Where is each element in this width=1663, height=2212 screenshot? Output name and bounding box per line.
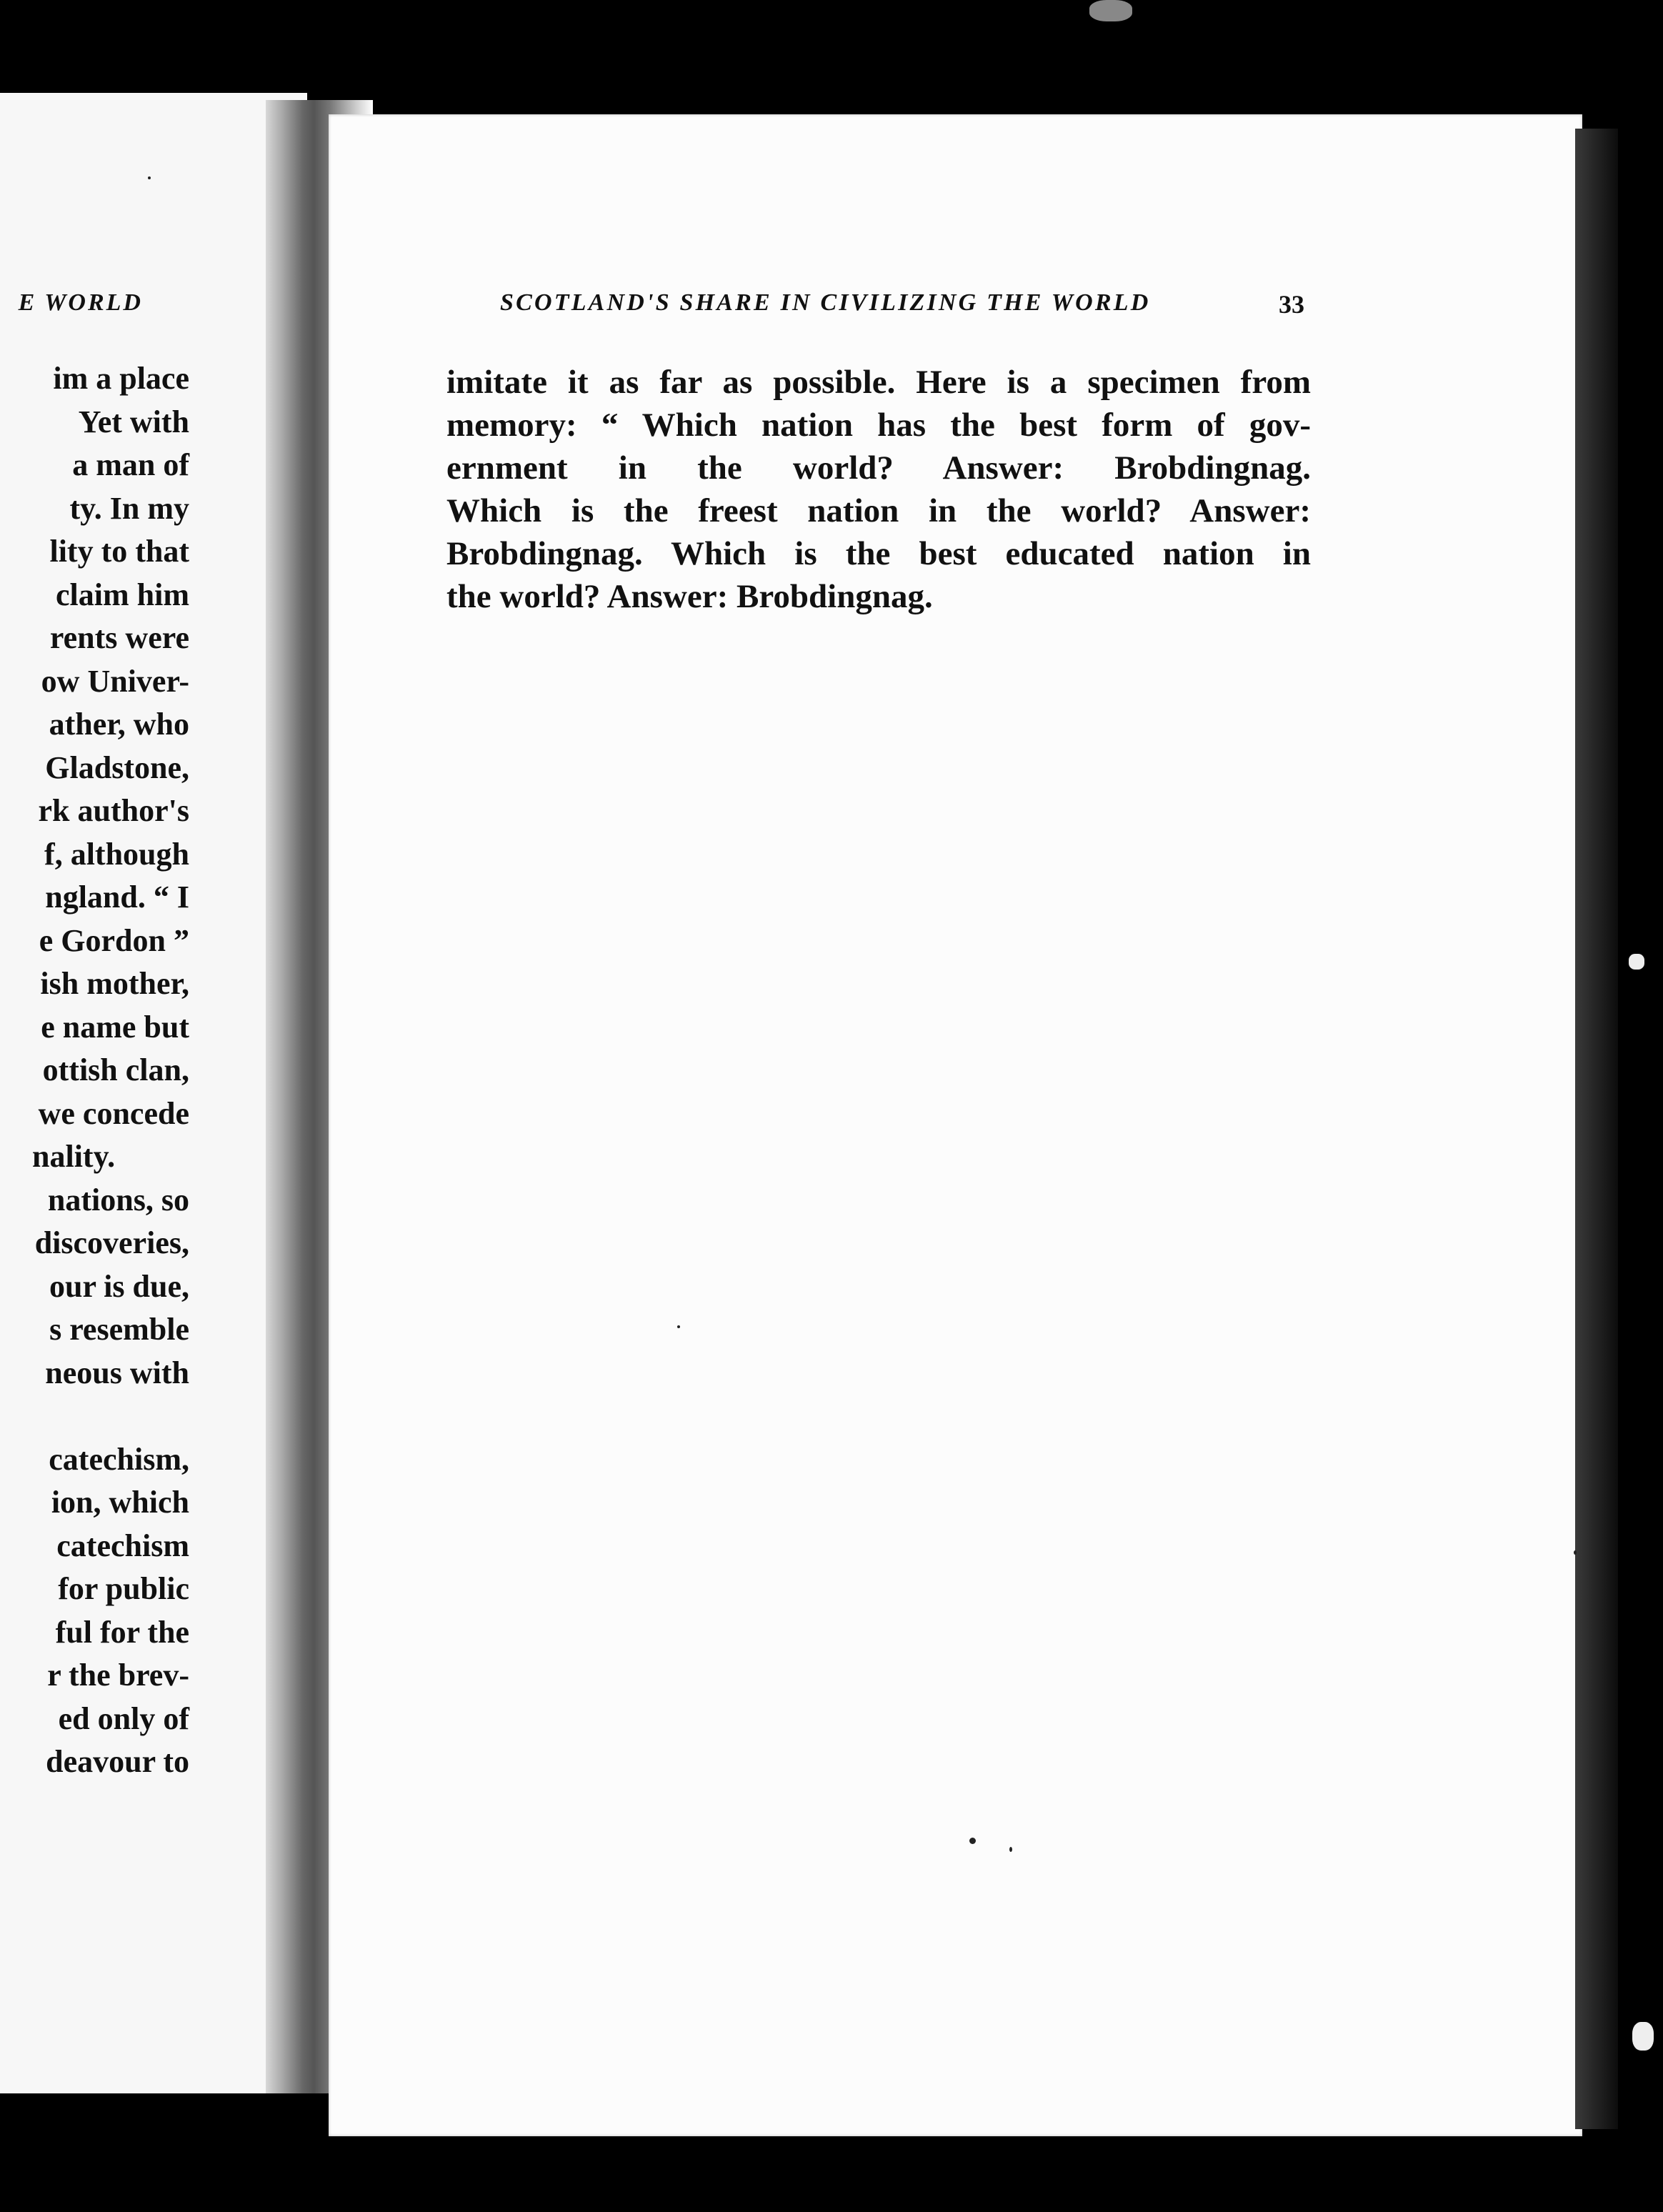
left-line: r the brev-	[47, 1658, 189, 1693]
left-line-blank	[0, 1395, 189, 1438]
left-line: ty. In my	[69, 490, 189, 526]
left-line: rk author's	[38, 793, 189, 828]
left-line: lity to that	[49, 534, 189, 569]
left-line: we concede	[38, 1095, 189, 1131]
left-line: catechism	[56, 1528, 189, 1563]
left-line: deavour to	[46, 1744, 189, 1779]
page-number: 33	[1279, 290, 1304, 319]
scan-blot	[1089, 0, 1132, 21]
left-line: Gladstone,	[45, 749, 189, 785]
left-line: ow Univer-	[41, 663, 189, 699]
left-line: ion, which	[51, 1485, 189, 1520]
left-line: catechism,	[49, 1441, 189, 1477]
left-line: nality.	[32, 1139, 116, 1174]
left-line: ful for the	[55, 1614, 189, 1650]
left-line: im a place	[53, 361, 189, 396]
left-line: rents were	[49, 620, 189, 655]
left-line: claim him	[56, 577, 189, 612]
left-line: ottish clan,	[42, 1052, 189, 1087]
body-line: Brobdingnag. Which is the best educated nation in	[446, 535, 1311, 572]
left-page-body	[0, 357, 189, 1784]
left-line: ngland. “ I	[45, 880, 189, 915]
body-line: ernment in the world? Answer: Brobdingnag.	[446, 449, 1311, 487]
body-line: the world? Answer: Brobdingnag.	[446, 578, 933, 615]
left-line: f, although	[44, 836, 189, 872]
left-line: a man of	[72, 447, 189, 482]
left-line: neous with	[45, 1355, 189, 1390]
left-line: nations, so	[47, 1182, 189, 1217]
left-line: our is due,	[49, 1268, 189, 1304]
left-line: discoveries,	[34, 1225, 189, 1260]
left-line: s resemble	[49, 1312, 189, 1347]
left-line: e name but	[41, 1009, 189, 1045]
left-line: ed only of	[58, 1700, 189, 1736]
left-line: ather, who	[49, 707, 189, 742]
left-line: e Gordon ”	[39, 922, 189, 958]
scan-blot	[1632, 2022, 1654, 2051]
left-running-head: E WORLD	[18, 289, 143, 316]
left-line: Yet with	[78, 404, 189, 439]
running-head-title: SCOTLAND'S SHARE IN CIVILIZING THE WORLD	[500, 289, 1151, 316]
scan-speck	[677, 1325, 680, 1328]
scan-speck	[1009, 1847, 1012, 1852]
body-line: imitate it as far as possible. Here is a specimen from	[446, 364, 1311, 401]
scan-blot	[1629, 954, 1644, 970]
left-line: ish mother,	[40, 966, 189, 1001]
page-edge-shadow	[1575, 129, 1618, 2129]
running-head	[500, 289, 1314, 317]
body-line: memory: “ Which nation has the best form of gov-	[446, 407, 1311, 444]
scan-speck	[148, 176, 151, 179]
body-line: Which is the freest nation in the world? Answer:	[446, 492, 1311, 529]
scan-speck	[969, 1838, 976, 1844]
body-text	[446, 361, 1311, 618]
left-page	[0, 93, 307, 2093]
left-line: for public	[58, 1571, 189, 1606]
scan-speck	[1574, 1550, 1577, 1555]
